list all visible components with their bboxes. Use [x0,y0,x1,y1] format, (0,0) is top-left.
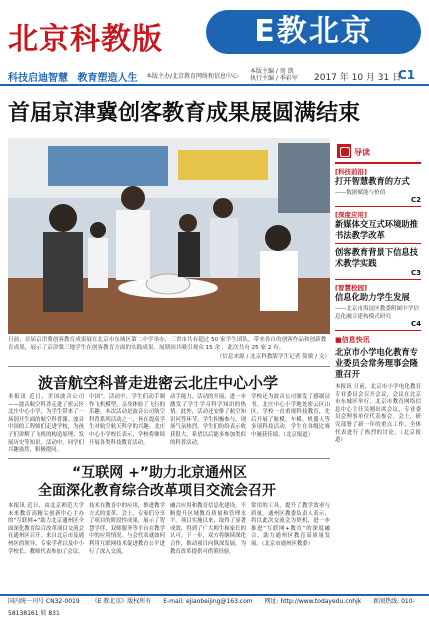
sidebar-guide [335,138,421,445]
news-flash-body: 本报讯 日前，北京市小学电化教育专业委员会召开会议，会议在北京市东城区举行，北京市教育网络信息中心主任吴刚出席会议，专业委员会理事单位代表参会。会上，研究部署了新一年的重点工作，全体代表进行了热烈的讨论。（北京报道） [335,384,421,444]
guide-item-title: 创客教育背景下信息技术教学实践 [335,247,418,268]
photo-credit: （信息来源 / 北京科教版学生记者 简敏 / 文） [216,354,330,360]
editor-info [250,68,298,82]
article-2-column: 常用的工具，提升了教学效率与质量。通州区教委负责人表示，将以此次交流会为契机，进一步推进“互联网+教育”的深度融合，助力通州区教育高质量发展。（北京市通州区教委） [251,503,330,547]
guide-item-title: 打开智慧教育的方式 [335,176,410,186]
article-1-column: 学校还为波音公司颁发了感谢证书。北庄中心小学地处密云区山区，学校一直重视科技教育，先后开展了航模、车模、机器人等多项科技活动，学生在各级比赛中屡获佳绩。（北京报道） [251,394,330,438]
divider [8,458,330,459]
guide-item-page: C4 [410,320,421,328]
guide-item-category: [深度应用] [335,211,367,219]
article-2-column: 融合应用和教育信息化建设，不断提升区域教育质量和管理水平。项目实施以来，取得了显著成效，得到了广大师生和家长的认可。下一步，双方将继续深化合作，推动项目向纵深发展，为教育改革提供可借鉴经验。 [170,503,246,555]
article-2-title-line-1: “互联网 +”助力北京通州区 [72,465,248,481]
news-flash-header: ■信息快讯 [335,336,370,344]
guide-item[interactable] [335,280,421,331]
article-2-column: 技术在教育中的应用，推进教学方式的变革。会上，专家们分享了项目的阶段性成果，展示了智慧学伴、双师服务等平台在教学中的应用情况。与会代表就如何利用互联网技术促进教育公平进行了深入交流。 [89,503,165,555]
guide-item-title: 信息化助力学生发展 [335,292,410,302]
guide-item-subtitle: ——数据赋能与价值 [335,190,386,196]
guide-item[interactable] [335,207,421,244]
page-number: C1 [398,68,416,82]
article-2-title-line-2: 全面深化教育综合改革项目交流会召开 [38,483,276,499]
editor-line-1: 本版主编 / 周 凯 [250,68,294,75]
issue-date: 2017 年 10 月 31 日 [314,73,402,83]
slogans [8,69,143,84]
divider [8,366,330,367]
footer-item: 网址: http://www.todayedu.cnhjk [264,598,362,605]
newspaper-logo: E教北京 [206,10,421,54]
footer-item: 国内统一刊号 CN32-0019 [8,598,80,605]
photo-illustration [8,138,330,334]
guide-label: 导读 [354,148,370,157]
footer-item: 新闻热线: 010-58138161 转 831 [8,598,415,617]
news-flash-title: 北京市小学电化教育专业委员会常务理事会隆重召开 [335,347,418,379]
masthead-info-bar [0,66,429,86]
article-1-column: 动手能力。活动的开展，进一步激发了学生学习科学知识的热情。此外，活动还安排了航空知识问答环节，学生积极参与，现场气氛热烈。学生们纷纷表示收获很大，希望以后能多参加类似的科普活动。 [170,394,246,446]
article-1-column: 本报讯 近日，美国波音公司——波音航空科普走进了密云区北庄中心小学，为学生带来了一场别开生面的航空科普课。波音中国的工程师们走进学校，为孩子们讲解了飞机的构造原理、发展历史等知识。活动中，同学们兴趣盎然，积极提问。 [8,394,84,454]
editor-line-2: 执行主编 / 季彩军 [250,75,298,82]
slogan-1: 科技启迪智慧 [8,73,68,84]
footer-item: E-mail: ejiaobeijing@163.com [163,598,253,605]
guide-item-subtitle: ——北京市海淀区教委附属中学信息化融合建构模式研究 [335,306,419,320]
guide-item-category: [科技前沿] [335,168,367,176]
photo-caption: 日前，首届京津冀创客教育成果展在北京市东城区第二中学举办，三省市共有超过 50 家学生团队，带来各自的创客作品和创新教育成果，展示了京津冀三地学生在创客教育方面的实践成果。展期间共吸引观众 15 余 ，此次共有 25 家 2 有。 [8,337,327,351]
masthead [0,0,429,64]
main-headline: 首届京津冀创客教育成果展圆满结束 [8,101,361,126]
footer-item: 《E 教北京》版权所有 [91,598,152,605]
slogan-2: 教育塑造人生 [77,73,138,84]
guide-item-page: C2 [410,196,421,204]
guide-item-page: C3 [410,269,421,277]
newspaper-title: 北京科教版 [8,22,163,57]
publisher-meta: 本版主办/北京教育网络和信息中心 [146,73,239,80]
book-icon [337,144,351,158]
guide-item-title: 新媒体交互式环境助推书法教学改革 [335,219,418,240]
guide-item[interactable] [335,244,421,280]
news-photo [8,138,330,334]
article-1-title: 波音航空科普走进密云北庄中心小学 [38,374,279,392]
footer [0,594,429,617]
article-2-column: 本报讯 近日，由北京师范大学未来教育高精尖创新中心主办的“互联网+”助力北京通州区全面深化教育综合改革项目交流会在通州区召开。来自北京市及通州区的领导、专家学者以及中小学校长、教师代表参加了会议。 [8,503,84,555]
guide-header [335,138,421,164]
guide-item-category: [智慧校园] [335,284,367,292]
guide-item[interactable] [335,164,421,207]
article-1-column: 中国”。活动中，学生们动手制作飞机模型，亲身体验了飞行的乐趣。本次活动是波音公司航空科普系列活动之一，旨在提高学生对航空航天科学的兴趣。北庄中心小学校长表示，学校将继续开展各类科技教育活动。 [89,394,165,446]
